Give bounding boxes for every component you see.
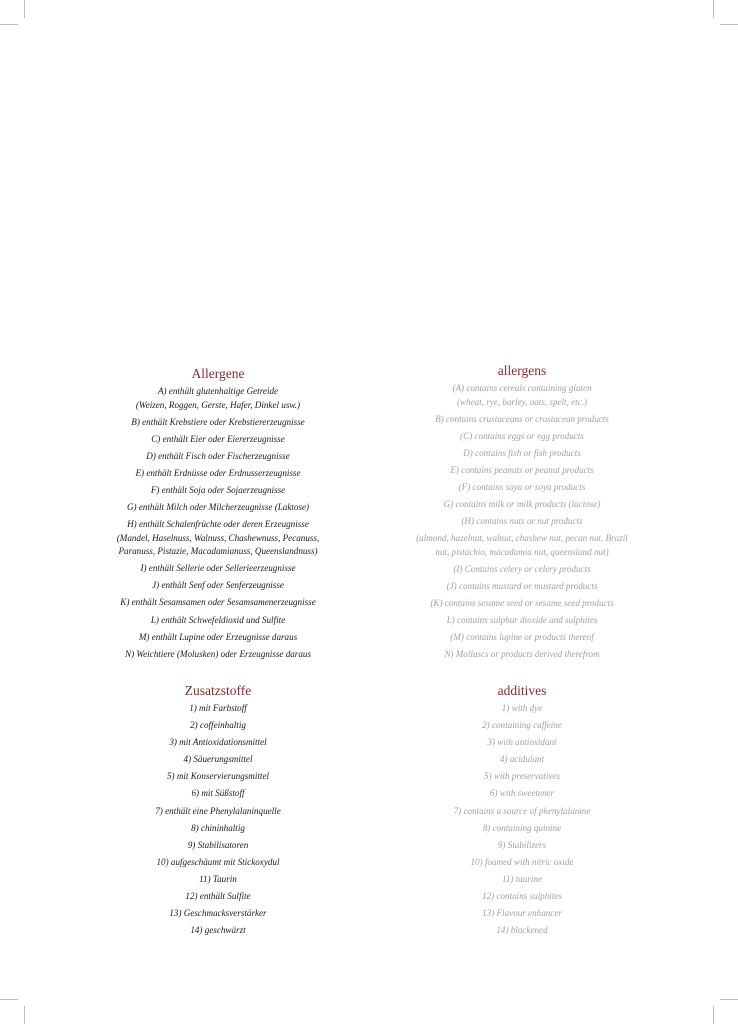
crop-mark-br-v — [713, 1006, 714, 1024]
list-item: (M) contains lupine or products thereof — [450, 632, 594, 643]
list-item: (A) contains cereals containing gluten (wheat, rye, barley, oats, spelt, etc.) — [452, 383, 592, 407]
list-item: (I) Contains celery or celery products — [453, 563, 591, 574]
list-item: I) enthält Sellerie oder Sellerieerzeugnisse — [140, 563, 296, 574]
list-item: (J) contains mustard or mustard products — [446, 580, 598, 591]
list-item: 8) containing quinine — [482, 822, 562, 833]
list-item: F) enthält Soja oder Sojaerzeugnisse — [150, 484, 286, 495]
additives-en-section — [392, 683, 652, 941]
list-item: 5) with preservatives — [484, 771, 560, 782]
list-item: 6) mit Süßstoff — [191, 788, 245, 799]
list-item: 6) with sweetener — [489, 788, 555, 799]
list-item: 4) acidulant — [499, 754, 545, 765]
list-item: E) enthält Erdnüsse oder Erdnusserzeugnisse — [135, 467, 301, 478]
list-item: L) contains sulphur dioxide and sulphites — [446, 615, 598, 626]
list-item: (H) contains nuts or nut products — [461, 516, 583, 527]
list-item: E) contains peanuts or peanut products — [450, 464, 594, 475]
list-item: A) enthält glutenhaltige Getreide (Weizen, Roggen, Gerste, Hafer, Dinkel usw.) — [135, 386, 301, 410]
list-item: 7) enthält eine Phenylalaninquelle — [155, 805, 281, 816]
list-item: 7) contains a source of phenylalanine — [453, 805, 591, 816]
list-item: 9) Stabilizers — [497, 839, 547, 850]
crop-mark-tr-h — [720, 24, 738, 25]
list-item: 4) Säuerungsmittel — [183, 754, 253, 765]
list-item: (almond, hazelnut, walnut, chashew nut, pecan nut, Brazil nut, pistachio, macadamia nut, queensland nut) — [416, 533, 628, 557]
crop-mark-bl-v — [24, 1006, 25, 1024]
allergens-de-section — [88, 366, 348, 665]
allergens-en-section — [392, 363, 652, 665]
list-item: 3) mit Antioxidationsmittel — [169, 737, 267, 748]
list-item: 3) with antioxidant — [487, 737, 557, 748]
list-item: 12) enthält Sulfite — [185, 891, 251, 902]
allergens-de-title: Allergene — [191, 366, 245, 381]
list-item: 2) coffeinhaltig — [190, 720, 246, 731]
allergens-en-list — [392, 382, 652, 662]
crop-mark-tl-h — [0, 24, 18, 25]
list-item: 14) blackened — [496, 925, 548, 936]
list-item: 13) Geschmacksverstärker — [169, 908, 267, 919]
list-item: 5) mit Konservierungsmittel — [166, 771, 270, 782]
list-item: 8) chininhaltig — [191, 822, 245, 833]
list-item: 13) Flavour enhancer — [482, 908, 562, 919]
list-item: 10) aufgeschäumt mit Stickoxydul — [156, 856, 280, 867]
list-item: 2) containing caffeine — [482, 720, 562, 731]
list-item: D) contains fish or fish products — [463, 447, 581, 458]
list-item: C) enthält Eier oder Eiererzeugnisse — [151, 433, 285, 444]
additives-en-title: additives — [497, 683, 547, 698]
crop-mark-tl-v — [24, 0, 25, 18]
list-item: 1) with dye — [501, 703, 543, 713]
list-item: (F) contains soya or soya products — [458, 481, 586, 492]
crop-mark-bl-h — [0, 999, 18, 1000]
list-item: N) Molluscs or products derived therefrom — [444, 649, 600, 660]
list-item: M) enthält Lupine oder Erzeugnisse daraus — [138, 631, 298, 642]
list-item: K) enthält Sesamsamen oder Sesamsamenerzeugnisse — [120, 597, 316, 608]
additives-de-title: Zusatzstoffe — [184, 683, 252, 698]
list-item: B) enthält Krebstiere oder Krebstiererzeugnisse — [131, 416, 305, 427]
list-item: B) contains crustaceans or crustacean products — [435, 413, 609, 424]
additives-de-list — [88, 702, 348, 938]
list-item: D) enthält Fisch oder Fischerzeugnisse — [146, 450, 290, 461]
list-item: N) Weichtiere (Molusken) oder Erzeugnisse daraus — [125, 648, 311, 659]
list-item: 1) mit Farbstoff — [189, 703, 247, 713]
list-item: (K) contains sesame seed or sesame seed products — [430, 598, 614, 609]
crop-mark-tr-v — [713, 0, 714, 18]
list-item: G) enthält Milch oder Milcherzeugnisse (Laktose) — [126, 502, 310, 513]
allergens-de-list — [88, 385, 348, 661]
list-item: 11) taurine — [502, 873, 542, 884]
list-item: 10) foamed with nitric oxide — [470, 856, 574, 867]
list-item: L) enthält Schwefeldioxid und Sulfite — [150, 614, 286, 625]
list-item: J) enthält Senf oder Senferzeugnisse — [152, 580, 284, 591]
additives-en-list — [392, 702, 652, 938]
list-item: 14) geschwärzt — [190, 925, 246, 936]
list-item: 9) Stabilisatoren — [187, 839, 249, 850]
list-item: G) contains milk or milk products (lactose) — [443, 499, 601, 510]
crop-mark-br-h — [720, 999, 738, 1000]
list-item: 11) Taurin — [199, 873, 237, 884]
allergens-en-title: allergens — [497, 363, 547, 378]
list-item: H) enthält Schalenfrüchte oder deren Erzeugnisse (Mandel, Haselnuss, Walnuss, Chashewnuss, Pecanuss, Paranuss, Pistazie, Macadamianuss, Queenslandnuss) — [116, 519, 320, 557]
list-item: 12) contains sulphites — [482, 891, 562, 902]
additives-de-section — [88, 683, 348, 941]
list-item: (C) contains eggs or egg products — [460, 430, 584, 441]
